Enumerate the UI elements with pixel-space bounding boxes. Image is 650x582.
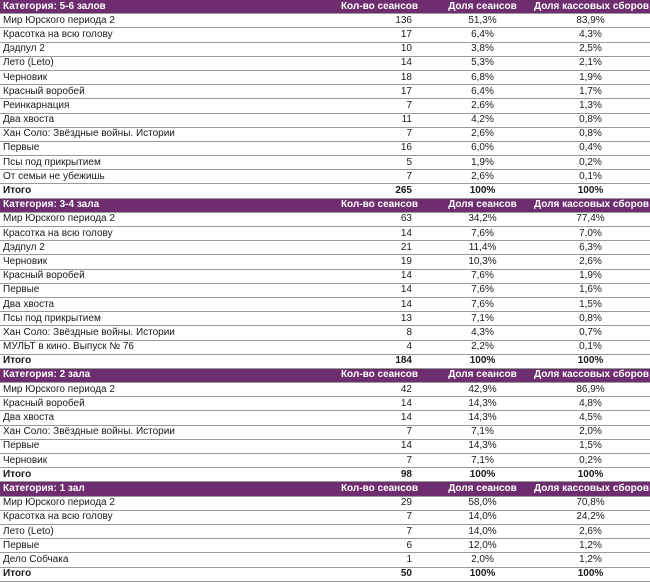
total-row	[0, 468, 650, 482]
sessions-cell: 184	[325, 354, 434, 368]
film-title-cell: Первые	[0, 439, 325, 453]
film-title-cell: Итого	[0, 354, 325, 368]
box-share-cell: 4,3%	[531, 28, 650, 42]
session-share-cell: 14,3%	[434, 397, 531, 411]
film-title-cell: Два хвоста	[0, 297, 325, 311]
film-title-cell: Лето (Leto)	[0, 524, 325, 538]
box-share-cell: 1,5%	[531, 439, 650, 453]
film-title-cell: Дэдпул 2	[0, 42, 325, 56]
sessions-column-header: Кол-во сеансов	[325, 198, 434, 212]
session-share-cell: 10,3%	[434, 255, 531, 269]
session-share-cell: 2,6%	[434, 99, 531, 113]
table-row	[0, 227, 650, 241]
sessions-cell: 63	[325, 212, 434, 226]
table-row	[0, 113, 650, 127]
session-share-cell: 7,6%	[434, 269, 531, 283]
film-title-cell: Красный воробей	[0, 397, 325, 411]
session-share-cell: 6,4%	[434, 85, 531, 99]
section-header-row	[0, 0, 650, 14]
box-share-cell: 0,1%	[531, 170, 650, 184]
sessions-cell: 7	[325, 99, 434, 113]
box-share-cell: 0,2%	[531, 454, 650, 468]
sessions-cell: 14	[325, 297, 434, 311]
box-share-cell: 4,8%	[531, 397, 650, 411]
box-share-cell: 2,6%	[531, 255, 650, 269]
sessions-cell: 4	[325, 340, 434, 354]
box-share-cell: 1,2%	[531, 539, 650, 553]
total-row	[0, 184, 650, 198]
box-share-cell: 100%	[531, 184, 650, 198]
film-title-cell: Псы под прикрытием	[0, 312, 325, 326]
sessions-cell: 136	[325, 14, 434, 28]
film-title-cell: Красотка на всю голову	[0, 227, 325, 241]
session-share-column-header: Доля сеансов	[434, 482, 531, 496]
session-share-cell: 14,0%	[434, 510, 531, 524]
film-title-cell: Итого	[0, 468, 325, 482]
session-share-cell: 6,8%	[434, 70, 531, 84]
box-share-cell: 100%	[531, 468, 650, 482]
session-share-cell: 2,0%	[434, 553, 531, 567]
table-row	[0, 411, 650, 425]
sessions-cell: 10	[325, 42, 434, 56]
table-row	[0, 383, 650, 397]
sessions-cell: 14	[325, 56, 434, 70]
film-title-cell: Два хвоста	[0, 411, 325, 425]
table-row	[0, 297, 650, 311]
session-share-cell: 6,4%	[434, 28, 531, 42]
box-share-column-header: Доля кассовых сборов	[531, 198, 650, 212]
category-header: Категория: 3-4 зала	[0, 198, 325, 212]
box-share-cell: 2,0%	[531, 425, 650, 439]
table-row	[0, 439, 650, 453]
sessions-cell: 7	[325, 510, 434, 524]
film-title-cell: Мир Юрского периода 2	[0, 14, 325, 28]
table-row	[0, 14, 650, 28]
film-title-cell: Первые	[0, 141, 325, 155]
session-share-cell: 3,8%	[434, 42, 531, 56]
table-row	[0, 326, 650, 340]
table-row	[0, 425, 650, 439]
session-share-cell: 5,3%	[434, 56, 531, 70]
table-row	[0, 70, 650, 84]
session-share-cell: 1,9%	[434, 156, 531, 170]
table-row	[0, 99, 650, 113]
session-share-column-header: Доля сеансов	[434, 0, 531, 14]
session-share-column-header: Доля сеансов	[434, 368, 531, 382]
film-title-cell: Хан Соло: Звёздные войны. Истории	[0, 425, 325, 439]
table-row	[0, 283, 650, 297]
film-title-cell: Дело Собчака	[0, 553, 325, 567]
film-title-cell: Дэдпул 2	[0, 241, 325, 255]
box-share-cell: 0,1%	[531, 340, 650, 354]
table-row	[0, 127, 650, 141]
film-title-cell: Красный воробей	[0, 269, 325, 283]
session-share-cell: 12,0%	[434, 539, 531, 553]
box-share-cell: 0,7%	[531, 326, 650, 340]
box-share-cell: 2,1%	[531, 56, 650, 70]
table-row	[0, 397, 650, 411]
film-title-cell: Псы под прикрытием	[0, 156, 325, 170]
film-title-cell: Красотка на всю голову	[0, 510, 325, 524]
table-row	[0, 539, 650, 553]
table-row	[0, 241, 650, 255]
total-row	[0, 354, 650, 368]
sessions-cell: 29	[325, 496, 434, 510]
film-title-cell: Черновик	[0, 255, 325, 269]
table-row	[0, 510, 650, 524]
sessions-cell: 7	[325, 170, 434, 184]
session-share-cell: 2,6%	[434, 170, 531, 184]
film-title-cell: Черновик	[0, 70, 325, 84]
table-row	[0, 42, 650, 56]
sessions-cell: 265	[325, 184, 434, 198]
film-title-cell: Два хвоста	[0, 113, 325, 127]
sessions-cell: 14	[325, 269, 434, 283]
box-share-cell: 24,2%	[531, 510, 650, 524]
film-title-cell: Мир Юрского периода 2	[0, 212, 325, 226]
sessions-cell: 50	[325, 567, 434, 581]
table-row	[0, 141, 650, 155]
session-share-cell: 7,6%	[434, 227, 531, 241]
box-share-cell: 2,5%	[531, 42, 650, 56]
box-share-cell: 0,4%	[531, 141, 650, 155]
box-share-cell: 2,6%	[531, 524, 650, 538]
sessions-cell: 6	[325, 539, 434, 553]
box-share-cell: 100%	[531, 354, 650, 368]
sessions-cell: 14	[325, 397, 434, 411]
sessions-cell: 7	[325, 524, 434, 538]
film-title-cell: От семьи не убежишь	[0, 170, 325, 184]
sessions-cell: 1	[325, 553, 434, 567]
sessions-cell: 21	[325, 241, 434, 255]
box-share-cell: 1,2%	[531, 553, 650, 567]
film-title-cell: Черновик	[0, 454, 325, 468]
session-share-cell: 14,3%	[434, 411, 531, 425]
sessions-column-header: Кол-во сеансов	[325, 0, 434, 14]
sessions-cell: 19	[325, 255, 434, 269]
film-title-cell: Первые	[0, 283, 325, 297]
film-title-cell: МУЛЬТ в кино. Выпуск № 76	[0, 340, 325, 354]
session-share-cell: 58,0%	[434, 496, 531, 510]
box-share-cell: 0,2%	[531, 156, 650, 170]
film-title-cell: Хан Соло: Звёздные войны. Истории	[0, 127, 325, 141]
table-row	[0, 56, 650, 70]
session-share-cell: 7,1%	[434, 312, 531, 326]
session-share-column-header: Доля сеансов	[434, 198, 531, 212]
sessions-cell: 5	[325, 156, 434, 170]
table-row	[0, 269, 650, 283]
sessions-cell: 14	[325, 283, 434, 297]
sessions-cell: 16	[325, 141, 434, 155]
box-share-cell: 77,4%	[531, 212, 650, 226]
session-share-cell: 2,6%	[434, 127, 531, 141]
session-share-cell: 14,0%	[434, 524, 531, 538]
session-share-cell: 11,4%	[434, 241, 531, 255]
sessions-cell: 18	[325, 70, 434, 84]
section-header-row	[0, 482, 650, 496]
session-share-cell: 4,2%	[434, 113, 531, 127]
category-header: Категория: 2 зала	[0, 368, 325, 382]
box-share-cell: 6,3%	[531, 241, 650, 255]
session-share-cell: 100%	[434, 567, 531, 581]
session-share-cell: 7,6%	[434, 297, 531, 311]
sessions-cell: 14	[325, 439, 434, 453]
table-row	[0, 212, 650, 226]
table-row	[0, 170, 650, 184]
session-share-cell: 100%	[434, 354, 531, 368]
session-share-cell: 6,0%	[434, 141, 531, 155]
sessions-cell: 11	[325, 113, 434, 127]
box-share-cell: 70,8%	[531, 496, 650, 510]
sessions-cell: 7	[325, 127, 434, 141]
film-title-cell: Хан Соло: Звёздные войны. Истории	[0, 326, 325, 340]
box-share-cell: 1,3%	[531, 99, 650, 113]
session-share-cell: 100%	[434, 184, 531, 198]
box-share-cell: 4,5%	[531, 411, 650, 425]
sessions-cell: 98	[325, 468, 434, 482]
table-row	[0, 312, 650, 326]
film-title-cell: Мир Юрского периода 2	[0, 383, 325, 397]
table-row	[0, 255, 650, 269]
category-header: Категория: 1 зал	[0, 482, 325, 496]
film-title-cell: Реинкарнация	[0, 99, 325, 113]
film-title-cell: Итого	[0, 184, 325, 198]
box-share-column-header: Доля кассовых сборов	[531, 0, 650, 14]
sessions-column-header: Кол-во сеансов	[325, 368, 434, 382]
film-title-cell: Мир Юрского периода 2	[0, 496, 325, 510]
box-share-cell: 0,8%	[531, 127, 650, 141]
box-share-cell: 83,9%	[531, 14, 650, 28]
session-share-cell: 7,1%	[434, 454, 531, 468]
session-share-cell: 7,6%	[434, 283, 531, 297]
sessions-cell: 14	[325, 227, 434, 241]
sessions-cell: 14	[325, 411, 434, 425]
box-share-column-header: Доля кассовых сборов	[531, 368, 650, 382]
session-share-cell: 34,2%	[434, 212, 531, 226]
table-row	[0, 156, 650, 170]
film-title-cell: Красотка на всю голову	[0, 28, 325, 42]
sessions-cell: 8	[325, 326, 434, 340]
session-share-cell: 14,3%	[434, 439, 531, 453]
box-share-cell: 100%	[531, 567, 650, 581]
sessions-cell: 7	[325, 454, 434, 468]
session-share-cell: 4,3%	[434, 326, 531, 340]
session-share-cell: 42,9%	[434, 383, 531, 397]
table-row	[0, 340, 650, 354]
film-title-cell: Итого	[0, 567, 325, 581]
total-row	[0, 567, 650, 581]
box-share-cell: 0,8%	[531, 312, 650, 326]
box-share-cell: 1,6%	[531, 283, 650, 297]
film-title-cell: Лето (Leto)	[0, 56, 325, 70]
box-share-column-header: Доля кассовых сборов	[531, 482, 650, 496]
session-share-cell: 100%	[434, 468, 531, 482]
box-share-cell: 1,7%	[531, 85, 650, 99]
film-title-cell: Первые	[0, 539, 325, 553]
session-share-cell: 2,2%	[434, 340, 531, 354]
session-share-cell: 7,1%	[434, 425, 531, 439]
sessions-column-header: Кол-во сеансов	[325, 482, 434, 496]
box-share-cell: 0,8%	[531, 113, 650, 127]
sessions-cell: 42	[325, 383, 434, 397]
category-header: Категория: 5-6 залов	[0, 0, 325, 14]
sessions-cell: 7	[325, 425, 434, 439]
table-row	[0, 85, 650, 99]
session-share-cell: 51,3%	[434, 14, 531, 28]
box-share-cell: 86,9%	[531, 383, 650, 397]
box-share-cell: 1,9%	[531, 70, 650, 84]
table-row	[0, 496, 650, 510]
sessions-cell: 17	[325, 85, 434, 99]
box-share-cell: 1,9%	[531, 269, 650, 283]
table-row	[0, 553, 650, 567]
table-row	[0, 454, 650, 468]
section-header-row	[0, 368, 650, 382]
sessions-cell: 17	[325, 28, 434, 42]
table-row	[0, 28, 650, 42]
box-share-cell: 1,5%	[531, 297, 650, 311]
sessions-cell: 13	[325, 312, 434, 326]
box-share-cell: 7,0%	[531, 227, 650, 241]
section-header-row	[0, 198, 650, 212]
film-title-cell: Красный воробей	[0, 85, 325, 99]
